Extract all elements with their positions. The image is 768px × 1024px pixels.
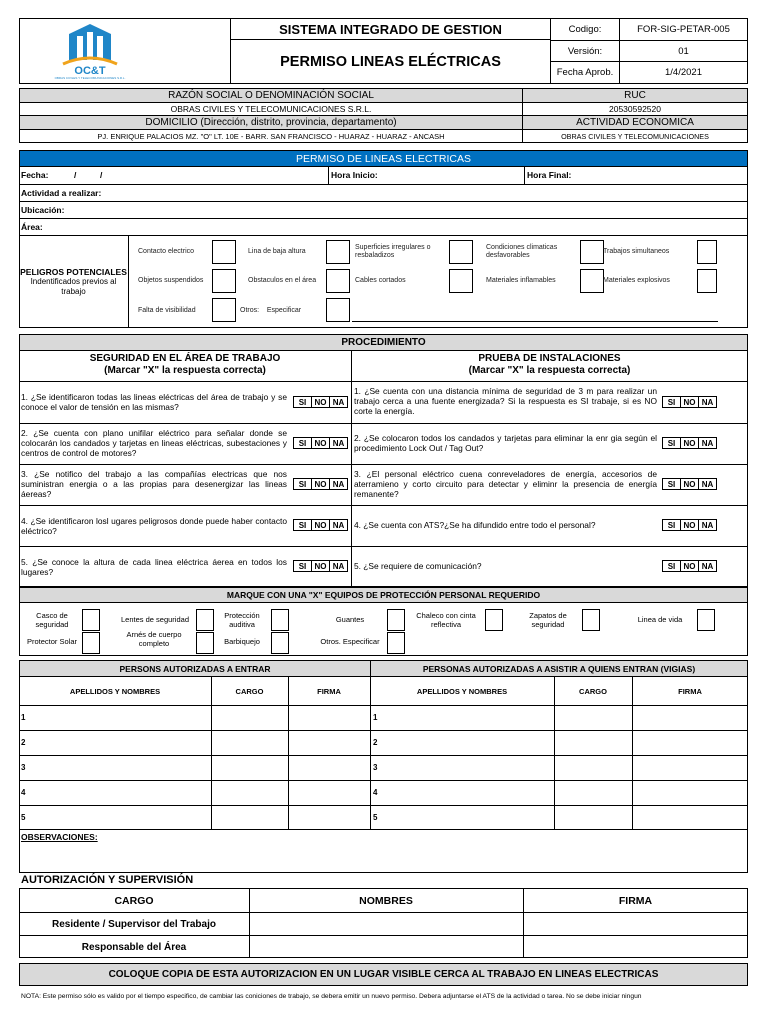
no-option[interactable]: NO [680,437,699,449]
na-option[interactable]: NA [698,437,717,449]
col-cargo-right: CARGO [579,686,607,696]
footer-banner: COLOQUE COPIA DE ESTA AUTORIZACION EN UN LUGAR VISIBLE CERCA AL TRABAJO EN LINEAS ELECTRICAS [19,963,748,986]
epp-label-casco: Casco de seguridad [35,611,69,629]
epp-check-barbiquejo[interactable] [271,632,289,654]
prueba-title [351,352,748,378]
na-option[interactable]: NA [329,478,348,490]
epp-label-auditiva: Protección auditiva [224,611,260,629]
no-option[interactable]: NO [311,560,330,572]
actividad-label: Actividad a realizar: [21,188,102,198]
col-firma-right: FIRMA [678,686,702,696]
epp-label-otros: Otros. Especificar [320,637,380,646]
auth-row-responsable: Responsable del Área [81,941,187,953]
hazard-label-otros: Otros: Especificar [240,307,302,314]
si-option[interactable]: SI [293,519,312,531]
epp-check-chaleco[interactable] [485,609,503,631]
seguridad-question-5: 5. ¿Se conoce la altura de cada linea eléctrica áerea en todos los lugares? [21,557,287,577]
hazard-label-linea-baja: Lina de baja altura [248,248,306,255]
hazard-label-cables: Cables cortados [355,277,406,284]
domicilio-label: DOMICILIO (Dirección, distrito, provincia, departamento) [19,115,523,130]
epp-label-lentes: Lentes de seguridad [121,615,189,624]
hazard-check-cables[interactable] [449,269,473,293]
vigia-row-2: 2 [373,738,378,747]
epp-label-protector: Protector Solar [26,637,78,646]
epp-title: MARQUE CON UNA "X" EQUIPOS DE PROTECCIÓN PERSONAL REQUERIDO [19,587,748,603]
seguridad-question-1: 1. ¿Se identificaron todas las lineas eléctricas del área de trabajo y se conoce el valor de tensión en las mismas? [21,392,287,412]
auth-col-nombres: NOMBRES [359,894,413,907]
seguridad-question-3: 3. ¿Se notifico del trabajo a las compañías electricas que nos suministran energia o a las propias para desenergizar las lineas áereas? [21,469,287,499]
codigo-value: FOR-SIG-PETAR-005 [619,18,748,41]
si-option[interactable]: SI [662,437,681,449]
vigia-row-1: 1 [373,713,378,722]
na-option[interactable]: NA [329,396,348,408]
peligros-subtitle: Indentificados previos al trabajo [30,277,117,296]
prueba-answer-3 [663,478,717,490]
permiso-title: PERMISO DE LINEAS ELECTRICAS [19,150,748,167]
seguridad-title [19,352,351,378]
seguridad-answer-3 [294,478,348,490]
entrar-row-3: 3 [21,763,26,772]
epp-check-otros[interactable] [387,632,405,654]
epp-check-zapatos[interactable] [582,609,600,631]
hazard-check-otros[interactable] [326,298,350,322]
seguridad-instruction: (Marcar "X" la respuesta correcta) [104,365,266,376]
peligros-title-text: PELIGROS POTENCIALES [20,267,127,277]
area-label: Área: [21,222,43,232]
prueba-question-2: 2. ¿Se colocaron todos los candados y tarjetas para eliminar la enr gia según el procedimiento Lock Out / Tag Out? [354,433,657,453]
vigia-row-5: 5 [373,813,378,822]
prueba-answer-4 [663,519,717,531]
peligros-title [19,262,128,302]
hazard-check-superficies[interactable] [449,240,473,264]
no-option[interactable]: NO [680,396,699,408]
observaciones-label: OBSERVACIONES: [21,832,98,842]
hora-inicio-label: Hora Inicio: [331,170,378,180]
observaciones-box[interactable] [19,829,748,873]
prueba-answer-1 [663,396,717,408]
si-option[interactable]: SI [662,519,681,531]
entrar-row-1: 1 [21,713,26,722]
hazard-label-suspendidos: Objetos suspendidos [138,277,204,284]
fecha-label: Fecha: [21,170,49,180]
personas-entrar-title: PERSONS AUTORIZADAS A ENTRAR [19,660,371,677]
autorizacion-title: AUTORIZACIÓN Y SUPERVISIÓN [21,874,194,886]
fecha-slashes[interactable]: / / [74,170,103,180]
no-option[interactable]: NO [311,396,330,408]
personas-table [19,676,748,830]
si-option[interactable]: SI [662,396,681,408]
na-option[interactable]: NA [698,560,717,572]
no-option[interactable]: NO [680,478,699,490]
no-option[interactable]: NO [680,560,699,572]
hazard-label-visibilidad: Falta de visibilidad [138,307,196,314]
auth-col-cargo: CARGO [114,894,154,907]
razon-social-label: RAZÓN SOCIAL O DENOMINACIÓN SOCIAL [19,88,523,103]
logo-building-icon [55,22,125,70]
si-option[interactable]: SI [662,560,681,572]
na-option[interactable]: NA [698,519,717,531]
razon-social-value: OBRAS CIVILES Y TELECOMUNICACIONES S.R.L. [19,102,523,116]
no-option[interactable]: NO [311,519,330,531]
prueba-title-text: PRUEBA DE INSTALACIONES [478,353,621,364]
ruc-value: 20530592520 [522,102,748,116]
domicilio-value: PJ. ENRIQUE PALACIOS MZ. "O" LT. 10E - BARR. SAN FRANCISCO - HUARAZ - HUARAZ - ANCASH [19,129,523,143]
hazard-check-clima[interactable] [580,240,604,264]
ubicacion-label: Ubicación: [21,205,65,215]
vigia-row-4: 4 [373,788,378,797]
epp-check-lentes[interactable] [196,609,214,631]
vigia-row-3: 3 [373,763,378,772]
hazard-check-simultaneos[interactable] [697,240,717,264]
hazard-check-contacto[interactable] [212,240,236,264]
col-nombres-left: APELLIDOS Y NOMBRES [69,686,161,696]
doc-title: PERMISO LINEAS ELÉCTRICAS [230,39,551,84]
seguridad-answer-1 [294,396,348,408]
no-option[interactable]: NO [680,519,699,531]
seguridad-answer-5 [294,560,348,572]
na-option[interactable]: NA [329,519,348,531]
hazard-otros-line[interactable] [352,321,718,322]
hazard-check-inflamables[interactable] [580,269,604,293]
epp-check-linea-vida[interactable] [697,609,715,631]
epp-check-auditiva[interactable] [271,609,289,631]
company-logo [55,22,125,82]
seguridad-question-2: 2. ¿Se cuenta con plano unifilar eléctrico para señalar donde se colocarán los candados y tarjetas en lineas eléctricas, subestaciones y centros de control de motores? [21,428,287,458]
fecha-aprob-label: Fecha Aprob. [550,61,620,84]
epp-label-zapatos: Zapatos de seguridad [529,611,567,629]
prueba-question-3: 3. ¿El personal eléctrico cuena conreveladores de energía, accesorios de aterramieno y corto circuito para detectar y eliminr la presencia de energía remanente? [354,469,657,499]
logo-subtext: OBRAS CIVILES Y TELECOMUNICACIONES S.R.L. [54,76,126,80]
logo-cell [19,18,231,84]
seguridad-title-text: SEGURIDAD EN EL ÁREA DE TRABAJO [89,353,281,364]
version-label: Versión: [550,40,620,62]
epp-label-linea-vida: Linea de vida [637,615,683,624]
epp-label-arnes: Arnés de cuerpo completo [126,630,182,648]
epp-check-casco[interactable] [82,609,100,631]
prueba-answer-5 [663,560,717,572]
personas-vigias-title: PERSONAS AUTORIZADAS A ASISTIR A QUIENS ENTRAN (VIGIAS) [370,660,748,677]
prueba-question-1: 1. ¿Se cuenta con una distancia mínima de seguridad de 3 m para realizar un trabajo cerca a una fuente energizada? Si la respuesta es SI trabaje, si es NO corte la energía. [354,386,657,416]
fecha-aprob-value: 1/4/2021 [619,61,748,84]
na-option[interactable]: NA [698,396,717,408]
na-option[interactable]: NA [329,560,348,572]
si-option[interactable]: SI [293,478,312,490]
col-firma-left: FIRMA [317,686,341,696]
hazard-label-simultaneos: Trabajos simultaneos [603,248,670,255]
prueba-question-4: 4. ¿Se cuenta con ATS?¿Se ha difundido entre todo el personal? [354,520,596,530]
no-option[interactable]: NO [311,478,330,490]
system-title: SISTEMA INTEGRADO DE GESTION [230,18,551,40]
hazard-check-obstaculos[interactable] [326,269,350,293]
epp-check-protector[interactable] [82,632,100,654]
hazard-label-obstaculos: Obstaculos en el área [248,277,317,284]
entrar-row-2: 2 [21,738,26,747]
actividad-economica-value: OBRAS CIVILES Y TELECOMUNICACIONES [522,129,748,143]
hazard-label-clima: Condiciones climaticas desfavorables [486,244,558,259]
si-option[interactable]: SI [293,396,312,408]
epp-check-guantes[interactable] [387,609,405,631]
seguridad-answer-2 [294,437,348,449]
epp-label-guantes: Guantes [335,615,365,624]
entrar-row-4: 4 [21,788,26,797]
logo-text: OC&T [74,65,106,77]
footer-note: NOTA: Este permiso sólo es valido por el tiempo especifico, de cambiar las coniciones de trabajo, se debera emitir un nuevo permiso. Debera adjuntarse el ATS de la actividad o tarea. No se debe iniciar ningun [21,993,642,1000]
hazard-label-inflamables: Materiales inflamables [486,277,556,284]
si-option[interactable]: SI [662,478,681,490]
auth-row-residente: Residente / Supervisor del Trabajo [52,918,216,930]
hazard-check-suspendidos[interactable] [212,269,236,293]
seguridad-question-4: 4. ¿Se identificaron losl ugares peligrosos donde puede haber contacto eléctrico? [21,516,287,536]
epp-label-barbiquejo: Barbiquejo [224,637,260,646]
epp-label-chaleco: Chaleco con cinta reflectiva [416,611,476,629]
actividad-economica-label: ACTIVIDAD ECONOMICA [522,115,748,130]
ruc-label: RUC [522,88,748,103]
na-option[interactable]: NA [698,478,717,490]
prueba-instruction: (Marcar "X" la respuesta correcta) [468,365,631,376]
version-value: 01 [619,40,748,62]
codigo-label: Codigo: [550,18,620,41]
hazard-label-superficies: Superficies irregulares o resbaladizos [355,244,431,259]
epp-check-arnes[interactable] [196,632,214,654]
si-option[interactable]: SI [293,437,312,449]
col-nombres-right: APELLIDOS Y NOMBRES [416,686,508,696]
hazard-check-visibilidad[interactable] [212,298,236,322]
entrar-row-5: 5 [21,813,26,822]
prueba-answer-2 [663,437,717,449]
procedimiento-title: PROCEDIMIENTO [19,334,748,351]
hazard-label-contacto: Contacto electrico [138,248,195,255]
no-option[interactable]: NO [311,437,330,449]
col-cargo-left: CARGO [235,686,264,696]
auth-col-firma: FIRMA [618,894,653,907]
hazard-check-linea-baja[interactable] [326,240,350,264]
hora-final-label: Hora Final: [527,170,572,180]
na-option[interactable]: NA [329,437,348,449]
seguridad-answer-4 [294,519,348,531]
si-option[interactable]: SI [293,560,312,572]
hazard-label-explosivos: Materiales explosivos [603,277,670,284]
prueba-question-5: 5. ¿Se requiere de comunicación? [354,561,482,571]
hazard-check-explosivos[interactable] [697,269,717,293]
